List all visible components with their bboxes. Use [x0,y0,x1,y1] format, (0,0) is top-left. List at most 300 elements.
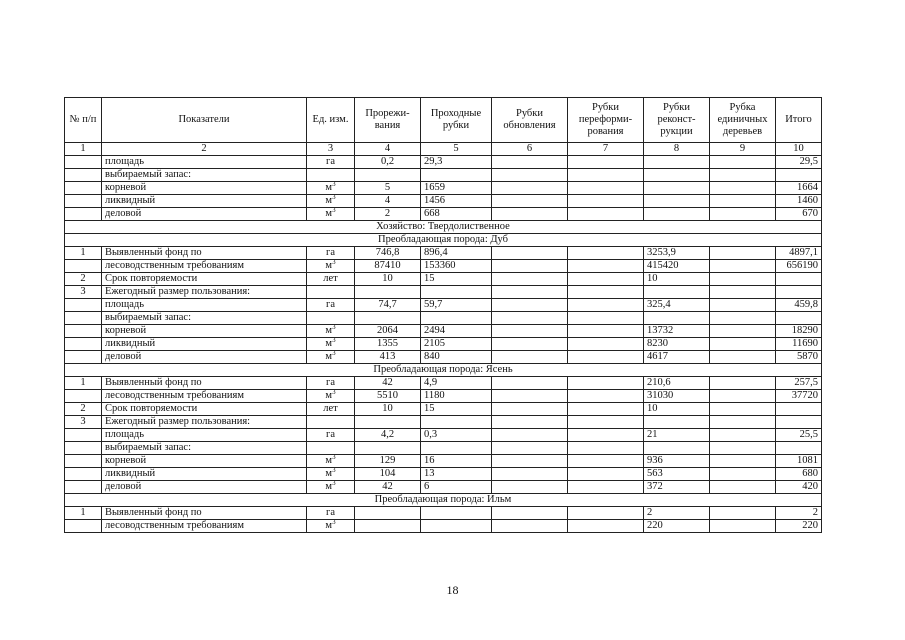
row-number-cell: 2 [65,273,102,286]
reformation-cutting-value [568,390,644,403]
row-number-cell [65,442,102,455]
total-value [776,403,822,416]
renewal-cutting-value [492,169,568,182]
passage-cutting-value: 1659 [421,182,492,195]
indicator-cell: ликвидный [102,338,307,351]
header-unit: Ед. изм. [307,98,355,143]
thinning-value: 1355 [355,338,421,351]
single-tree-cutting-value [710,169,776,182]
unit-superscript: 3 [332,454,336,461]
header-thinning: Прорежи-вания [355,98,421,143]
reformation-cutting-value [568,156,644,169]
unit-text: м [325,338,333,349]
table-row [65,416,822,429]
single-tree-cutting-value [710,208,776,221]
passage-cutting-value: 0,3 [421,429,492,442]
total-value [776,312,822,325]
total-value [776,273,822,286]
unit-cell [307,273,355,286]
passage-cutting-value [421,507,492,520]
single-tree-cutting-value [710,260,776,273]
passage-cutting-value: 15 [421,403,492,416]
reformation-cutting-value [568,455,644,468]
indicator-cell: лесоводственным требованиям [102,520,307,533]
table-row [65,325,822,338]
row-number-cell [65,208,102,221]
unit-superscript: 3 [332,324,336,331]
single-tree-cutting-value [710,416,776,429]
header-passage-cutting: Проходные рубки [421,98,492,143]
indicator-cell: площадь [102,299,307,312]
row-number-cell [65,351,102,364]
thinning-value: 413 [355,351,421,364]
header-reformation-cutting: Рубки переформи-рования [568,98,644,143]
indicator-cell: ликвидный [102,195,307,208]
reformation-cutting-value [568,468,644,481]
table-row [65,247,822,260]
section-row [65,494,822,507]
single-tree-cutting-value [710,507,776,520]
column-number: 4 [355,143,421,156]
unit-superscript: 3 [332,480,336,487]
single-tree-cutting-value [710,429,776,442]
thinning-value [355,442,421,455]
renewal-cutting-value [492,195,568,208]
renewal-cutting-value [492,520,568,533]
unit-superscript: 3 [332,337,336,344]
total-value: 1664 [776,182,822,195]
reconstruction-cutting-value: 415420 [644,260,710,273]
reconstruction-cutting-value: 372 [644,481,710,494]
thinning-value: 5 [355,182,421,195]
reconstruction-cutting-value [644,312,710,325]
forest-use-table [64,97,822,533]
unit-text: м [325,260,333,271]
single-tree-cutting-value [710,403,776,416]
total-value: 18290 [776,325,822,338]
column-number: 7 [568,143,644,156]
passage-cutting-value [421,416,492,429]
renewal-cutting-value [492,312,568,325]
passage-cutting-value: 4,9 [421,377,492,390]
reformation-cutting-value [568,169,644,182]
reconstruction-cutting-value: 10 [644,273,710,286]
total-value: 2 [776,507,822,520]
reformation-cutting-value [568,208,644,221]
total-value: 420 [776,481,822,494]
reformation-cutting-value [568,312,644,325]
reconstruction-cutting-value [644,156,710,169]
unit-text: лет [323,403,338,414]
thinning-value: 746,8 [355,247,421,260]
row-number-cell [65,312,102,325]
reconstruction-cutting-value: 210,6 [644,377,710,390]
column-number: 8 [644,143,710,156]
indicator-cell: площадь [102,156,307,169]
single-tree-cutting-value [710,442,776,455]
single-tree-cutting-value [710,390,776,403]
unit-cell [307,156,355,169]
unit-cell [307,403,355,416]
header-indicators: Показатели [102,98,307,143]
renewal-cutting-value [492,429,568,442]
unit-cell [307,169,355,182]
document-page [64,97,821,533]
passage-cutting-value: 15 [421,273,492,286]
column-number: 2 [102,143,307,156]
table-row [65,468,822,481]
indicator-cell: деловой [102,481,307,494]
single-tree-cutting-value [710,455,776,468]
unit-superscript: 3 [332,350,336,357]
renewal-cutting-value [492,351,568,364]
indicator-cell: корневой [102,182,307,195]
reformation-cutting-value [568,338,644,351]
row-number-cell [65,156,102,169]
thinning-value [355,416,421,429]
thinning-value: 5510 [355,390,421,403]
passage-cutting-value [421,286,492,299]
unit-cell [307,286,355,299]
table-row [65,156,822,169]
row-number-cell: 1 [65,247,102,260]
unit-superscript: 3 [332,207,336,214]
reformation-cutting-value [568,520,644,533]
reconstruction-cutting-value: 13732 [644,325,710,338]
thinning-value [355,286,421,299]
section-title: Преобладающая порода: Дуб [65,234,822,247]
table-row [65,507,822,520]
reformation-cutting-value [568,195,644,208]
unit-cell [307,195,355,208]
reformation-cutting-value [568,481,644,494]
indicator-cell: Срок повторяемости [102,273,307,286]
renewal-cutting-value [492,208,568,221]
header-num: № п/п [65,98,102,143]
single-tree-cutting-value [710,182,776,195]
reformation-cutting-value [568,377,644,390]
reformation-cutting-value [568,403,644,416]
reconstruction-cutting-value [644,442,710,455]
unit-cell [307,338,355,351]
indicator-cell: Выявленный фонд по [102,507,307,520]
column-number: 9 [710,143,776,156]
thinning-value: 42 [355,377,421,390]
row-number-cell: 2 [65,403,102,416]
passage-cutting-value: 59,7 [421,299,492,312]
unit-cell [307,507,355,520]
thinning-value: 129 [355,455,421,468]
table-row [65,520,822,533]
thinning-value: 2 [355,208,421,221]
row-number-cell [65,195,102,208]
passage-cutting-value [421,442,492,455]
total-value [776,416,822,429]
unit-text: м [325,325,333,336]
passage-cutting-value [421,312,492,325]
unit-cell [307,247,355,260]
total-value: 680 [776,468,822,481]
row-number-cell [65,520,102,533]
single-tree-cutting-value [710,312,776,325]
unit-text: м [325,468,333,479]
renewal-cutting-value [492,507,568,520]
table-row [65,273,822,286]
total-value: 220 [776,520,822,533]
page-number: 18 [446,583,459,597]
reformation-cutting-value [568,442,644,455]
section-row [65,234,822,247]
header-total: Итого [776,98,822,143]
table-row [65,429,822,442]
reconstruction-cutting-value: 220 [644,520,710,533]
thinning-value: 2064 [355,325,421,338]
reconstruction-cutting-value: 31030 [644,390,710,403]
header-single-tree-cutting: Рубка единичных деревьев [710,98,776,143]
unit-cell [307,260,355,273]
single-tree-cutting-value [710,299,776,312]
single-tree-cutting-value [710,325,776,338]
table-row [65,312,822,325]
reconstruction-cutting-value: 563 [644,468,710,481]
table-row [65,442,822,455]
column-number: 3 [307,143,355,156]
thinning-value [355,312,421,325]
thinning-value: 74,7 [355,299,421,312]
reformation-cutting-value [568,351,644,364]
table-row [65,286,822,299]
unit-superscript: 3 [332,519,336,526]
single-tree-cutting-value [710,338,776,351]
renewal-cutting-value [492,468,568,481]
unit-cell [307,442,355,455]
table-row [65,299,822,312]
table-row [65,169,822,182]
thinning-value: 104 [355,468,421,481]
single-tree-cutting-value [710,520,776,533]
indicator-cell: выбираемый запас: [102,442,307,455]
single-tree-cutting-value [710,468,776,481]
unit-cell [307,325,355,338]
reconstruction-cutting-value [644,169,710,182]
unit-text: га [326,507,335,518]
row-number-cell [65,338,102,351]
indicator-cell: корневой [102,455,307,468]
row-number-cell [65,325,102,338]
total-value [776,169,822,182]
table-row [65,260,822,273]
unit-cell [307,377,355,390]
table-row [65,338,822,351]
table-row [65,377,822,390]
reformation-cutting-value [568,299,644,312]
unit-text: м [325,455,333,466]
renewal-cutting-value [492,247,568,260]
thinning-value: 4,2 [355,429,421,442]
header-renewal-cutting: Рубки обновления [492,98,568,143]
single-tree-cutting-value [710,247,776,260]
indicator-cell: лесоводственным требованиям [102,390,307,403]
passage-cutting-value [421,520,492,533]
indicator-cell: Ежегодный размер пользования: [102,286,307,299]
column-number-row [65,143,822,156]
thinning-value: 10 [355,403,421,416]
single-tree-cutting-value [710,273,776,286]
reconstruction-cutting-value [644,416,710,429]
reformation-cutting-value [568,429,644,442]
indicator-cell: выбираемый запас: [102,312,307,325]
reconstruction-cutting-value: 936 [644,455,710,468]
indicator-cell: деловой [102,208,307,221]
total-value: 25,5 [776,429,822,442]
passage-cutting-value: 668 [421,208,492,221]
renewal-cutting-value [492,390,568,403]
reconstruction-cutting-value [644,286,710,299]
section-row [65,221,822,234]
unit-cell [307,416,355,429]
passage-cutting-value [421,169,492,182]
unit-cell [307,468,355,481]
unit-text: м [325,520,333,531]
total-value: 5870 [776,351,822,364]
passage-cutting-value: 1456 [421,195,492,208]
reconstruction-cutting-value: 21 [644,429,710,442]
renewal-cutting-value [492,156,568,169]
total-value: 1460 [776,195,822,208]
renewal-cutting-value [492,442,568,455]
passage-cutting-value: 2494 [421,325,492,338]
passage-cutting-value: 29,3 [421,156,492,169]
unit-text: га [326,377,335,388]
unit-text: м [325,195,333,206]
passage-cutting-value: 153360 [421,260,492,273]
reconstruction-cutting-value [644,182,710,195]
thinning-value: 42 [355,481,421,494]
row-number-cell: 1 [65,507,102,520]
passage-cutting-value: 6 [421,481,492,494]
section-row [65,364,822,377]
total-value: 1081 [776,455,822,468]
indicator-cell: Выявленный фонд по [102,377,307,390]
row-number-cell: 3 [65,286,102,299]
unit-cell [307,481,355,494]
passage-cutting-value: 840 [421,351,492,364]
unit-cell [307,182,355,195]
row-number-cell [65,182,102,195]
unit-cell [307,429,355,442]
unit-superscript: 3 [332,389,336,396]
renewal-cutting-value [492,403,568,416]
table-row [65,182,822,195]
table-row [65,351,822,364]
thinning-value [355,507,421,520]
section-title: Преобладающая порода: Ясень [65,364,822,377]
indicator-cell: лесоводственным требованиям [102,260,307,273]
row-number-cell [65,429,102,442]
reconstruction-cutting-value: 2 [644,507,710,520]
thinning-value: 4 [355,195,421,208]
renewal-cutting-value [492,182,568,195]
renewal-cutting-value [492,481,568,494]
reconstruction-cutting-value: 4617 [644,351,710,364]
reformation-cutting-value [568,325,644,338]
indicator-cell: деловой [102,351,307,364]
total-value: 656190 [776,260,822,273]
row-number-cell [65,299,102,312]
unit-text: м [325,182,333,193]
reformation-cutting-value [568,416,644,429]
reformation-cutting-value [568,260,644,273]
single-tree-cutting-value [710,286,776,299]
unit-cell [307,208,355,221]
total-value: 37720 [776,390,822,403]
passage-cutting-value: 896,4 [421,247,492,260]
unit-text: м [325,208,333,219]
table-row [65,481,822,494]
reconstruction-cutting-value [644,195,710,208]
passage-cutting-value: 13 [421,468,492,481]
unit-superscript: 3 [332,194,336,201]
reformation-cutting-value [568,286,644,299]
total-value [776,286,822,299]
thinning-value: 87410 [355,260,421,273]
thinning-value [355,520,421,533]
unit-text: га [326,156,335,167]
reconstruction-cutting-value [644,208,710,221]
indicator-cell: корневой [102,325,307,338]
column-number: 5 [421,143,492,156]
renewal-cutting-value [492,455,568,468]
reconstruction-cutting-value: 3253,9 [644,247,710,260]
reconstruction-cutting-value: 10 [644,403,710,416]
row-number-cell [65,481,102,494]
indicator-cell: площадь [102,429,307,442]
reformation-cutting-value [568,247,644,260]
total-value [776,442,822,455]
total-value: 29,5 [776,156,822,169]
section-title: Преобладающая порода: Ильм [65,494,822,507]
renewal-cutting-value [492,260,568,273]
row-number-cell [65,390,102,403]
table-row [65,195,822,208]
indicator-cell: выбираемый запас: [102,169,307,182]
renewal-cutting-value [492,338,568,351]
total-value: 257,5 [776,377,822,390]
reconstruction-cutting-value: 8230 [644,338,710,351]
total-value: 670 [776,208,822,221]
renewal-cutting-value [492,325,568,338]
unit-text: га [326,429,335,440]
column-number: 6 [492,143,568,156]
unit-text: га [326,299,335,310]
thinning-value: 10 [355,273,421,286]
single-tree-cutting-value [710,377,776,390]
table-header-row [65,98,822,143]
row-number-cell [65,455,102,468]
table-row [65,403,822,416]
reformation-cutting-value [568,507,644,520]
total-value: 459,8 [776,299,822,312]
indicator-cell: Срок повторяемости [102,403,307,416]
thinning-value [355,169,421,182]
unit-text: м [325,390,333,401]
single-tree-cutting-value [710,351,776,364]
passage-cutting-value: 16 [421,455,492,468]
section-title: Хозяйство: Твердолиственное [65,221,822,234]
reformation-cutting-value [568,273,644,286]
indicator-cell: ликвидный [102,468,307,481]
total-value: 11690 [776,338,822,351]
